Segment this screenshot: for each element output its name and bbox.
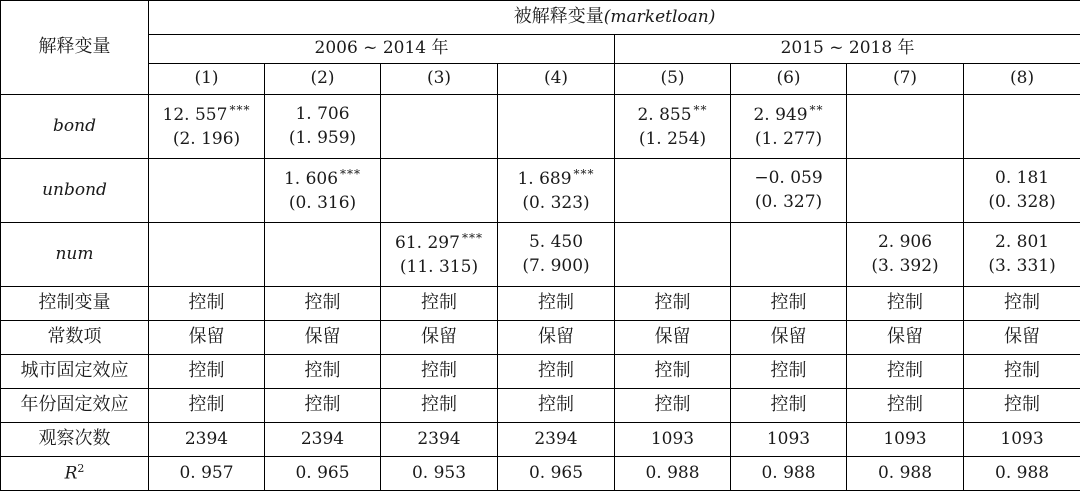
coef-cell [964, 159, 1080, 223]
control-value: 控制 [149, 287, 265, 321]
significance-stars: *** [573, 166, 595, 181]
control-value: 控制 [615, 287, 731, 321]
coef-value: −0. 059 [754, 167, 823, 188]
coef-value: 5. 450 [528, 231, 584, 252]
control-value: 控制 [964, 355, 1080, 389]
control-value: 控制 [498, 287, 615, 321]
obs-value: 2394 [498, 423, 615, 457]
coef-value: 2. 906 [877, 231, 933, 252]
coef-cell [265, 223, 381, 287]
standard-error: (11. 315) [399, 256, 479, 277]
standard-error: (0. 327) [754, 191, 823, 212]
standard-error: (3. 392) [871, 255, 939, 276]
variable-name: bond [1, 95, 149, 159]
coef-line [847, 233, 963, 253]
r2-value: 0. 965 [498, 457, 615, 491]
coef-row [1, 223, 1080, 287]
control-value: 保留 [847, 321, 964, 355]
coef-line [731, 104, 846, 126]
control-value: 控制 [615, 389, 731, 423]
dependent-var: (marketloan) [603, 7, 716, 28]
standard-error: (0. 323) [522, 192, 590, 213]
r2-label [1, 457, 149, 491]
model-number: (5) [615, 64, 731, 95]
coef-value: 2. 801 [995, 231, 1050, 252]
control-value: 控制 [498, 389, 615, 423]
control-value: 控制 [381, 287, 498, 321]
significance-stars: ** [809, 102, 824, 117]
r2-row [1, 457, 1080, 491]
r2-label-base: R [64, 463, 78, 484]
coef-value: 1. 706 [295, 103, 350, 124]
control-value: 控制 [381, 355, 498, 389]
coef-line [964, 169, 1080, 189]
coef-cell [265, 95, 381, 159]
obs-value: 2394 [381, 423, 498, 457]
variable-name: unbond [1, 159, 149, 223]
control-value: 控制 [964, 287, 1080, 321]
model-number: (7) [847, 64, 964, 95]
control-value: 控制 [964, 389, 1080, 423]
coef-row [1, 95, 1080, 159]
coef-line [964, 233, 1080, 253]
control-row [1, 321, 1080, 355]
obs-label: 观察次数 [1, 423, 149, 457]
r2-value: 0. 988 [615, 457, 731, 491]
control-label: 控制变量 [1, 287, 149, 321]
coef-cell [847, 95, 964, 159]
coef-cell [615, 223, 731, 287]
coef-line [498, 233, 614, 253]
table-body [1, 1, 1080, 491]
control-value: 保留 [498, 321, 615, 355]
significance-stars: *** [229, 102, 251, 117]
coef-cell [731, 223, 847, 287]
obs-value: 1093 [731, 423, 847, 457]
control-value: 控制 [847, 389, 964, 423]
significance-stars: ** [693, 102, 708, 117]
control-value: 保留 [149, 321, 265, 355]
coef-cell [265, 159, 381, 223]
standard-error: (0. 316) [288, 192, 357, 213]
coef-value: 12. 557 [162, 104, 228, 125]
coef-cell [731, 95, 847, 159]
obs-value: 2394 [149, 423, 265, 457]
coef-cell [498, 223, 615, 287]
obs-value: 2394 [265, 423, 381, 457]
control-label: 年份固定效应 [1, 389, 149, 423]
coef-cell [847, 159, 964, 223]
rowhead-title: 解释变量 [1, 1, 149, 95]
control-value: 控制 [265, 389, 381, 423]
coef-cell [381, 95, 498, 159]
standard-error: (1. 277) [754, 128, 823, 149]
coef-line [265, 105, 380, 125]
header-row-periods [1, 35, 1080, 64]
control-value: 控制 [731, 355, 847, 389]
coef-line [731, 169, 846, 189]
coef-cell [731, 159, 847, 223]
r2-value: 0. 988 [964, 457, 1080, 491]
coef-cell [381, 223, 498, 287]
header-row-dependent [1, 1, 1080, 35]
coef-cell [615, 95, 731, 159]
coef-cell [381, 159, 498, 223]
coef-line [498, 168, 614, 190]
control-value: 控制 [847, 355, 964, 389]
r2-value: 0. 965 [265, 457, 381, 491]
control-value: 控制 [731, 389, 847, 423]
coef-line [149, 104, 264, 126]
standard-error: (2. 196) [172, 128, 241, 149]
r2-label-sup: 2 [77, 461, 85, 475]
obs-value: 1093 [964, 423, 1080, 457]
model-number: (2) [265, 64, 381, 95]
control-value: 控制 [149, 355, 265, 389]
coef-cell [149, 95, 265, 159]
r2-value: 0. 957 [149, 457, 265, 491]
coef-value: 1. 689 [517, 168, 572, 189]
coef-cell [498, 95, 615, 159]
standard-error: (1. 959) [288, 127, 357, 148]
coef-value: 2. 949 [753, 104, 808, 125]
coef-cell [149, 223, 265, 287]
control-value: 保留 [265, 321, 381, 355]
control-value: 控制 [265, 287, 381, 321]
model-number: (6) [731, 64, 847, 95]
coef-value: 1. 606 [283, 168, 339, 189]
control-value: 保留 [615, 321, 731, 355]
coef-line [381, 232, 497, 254]
control-value: 保留 [964, 321, 1080, 355]
coef-cell [847, 223, 964, 287]
control-row [1, 355, 1080, 389]
control-label: 常数项 [1, 321, 149, 355]
coef-cell [964, 223, 1080, 287]
control-value: 控制 [615, 355, 731, 389]
model-number: (1) [149, 64, 265, 95]
standard-error: (1. 254) [638, 128, 707, 149]
model-number: (8) [964, 64, 1080, 95]
standard-error: (7. 900) [522, 255, 590, 276]
control-value: 控制 [498, 355, 615, 389]
control-value: 控制 [381, 389, 498, 423]
r2-value: 0. 988 [731, 457, 847, 491]
control-label: 城市固定效应 [1, 355, 149, 389]
coef-cell [149, 159, 265, 223]
standard-error: (0. 328) [988, 191, 1056, 212]
control-row [1, 287, 1080, 321]
control-value: 控制 [265, 355, 381, 389]
coef-row [1, 159, 1080, 223]
significance-stars: *** [461, 230, 483, 245]
control-value: 控制 [149, 389, 265, 423]
control-row [1, 389, 1080, 423]
period-header-2: 2015 ~ 2018 年 [615, 35, 1080, 64]
header-row-models [1, 64, 1080, 95]
coef-value: 0. 181 [995, 167, 1050, 188]
control-value: 控制 [731, 287, 847, 321]
r2-value: 0. 953 [381, 457, 498, 491]
control-value: 保留 [731, 321, 847, 355]
dependent-variable-header [149, 1, 1080, 35]
coef-value: 2. 855 [637, 104, 692, 125]
coef-cell [615, 159, 731, 223]
coef-line [615, 104, 730, 126]
obs-value: 1093 [847, 423, 964, 457]
standard-error: (3. 331) [988, 255, 1056, 276]
coef-value: 61. 297 [395, 232, 460, 253]
coef-line [265, 168, 380, 190]
obs-value: 1093 [615, 423, 731, 457]
control-value: 控制 [847, 287, 964, 321]
r2-value: 0. 988 [847, 457, 964, 491]
coef-cell [498, 159, 615, 223]
obs-row [1, 423, 1080, 457]
model-number: (4) [498, 64, 615, 95]
significance-stars: *** [340, 166, 362, 181]
period-header-1: 2006 ~ 2014 年 [149, 35, 615, 64]
coef-cell [964, 95, 1080, 159]
dependent-label: 被解释变量 [513, 6, 604, 28]
control-value: 保留 [381, 321, 498, 355]
model-number: (3) [381, 64, 498, 95]
variable-name: num [1, 223, 149, 287]
